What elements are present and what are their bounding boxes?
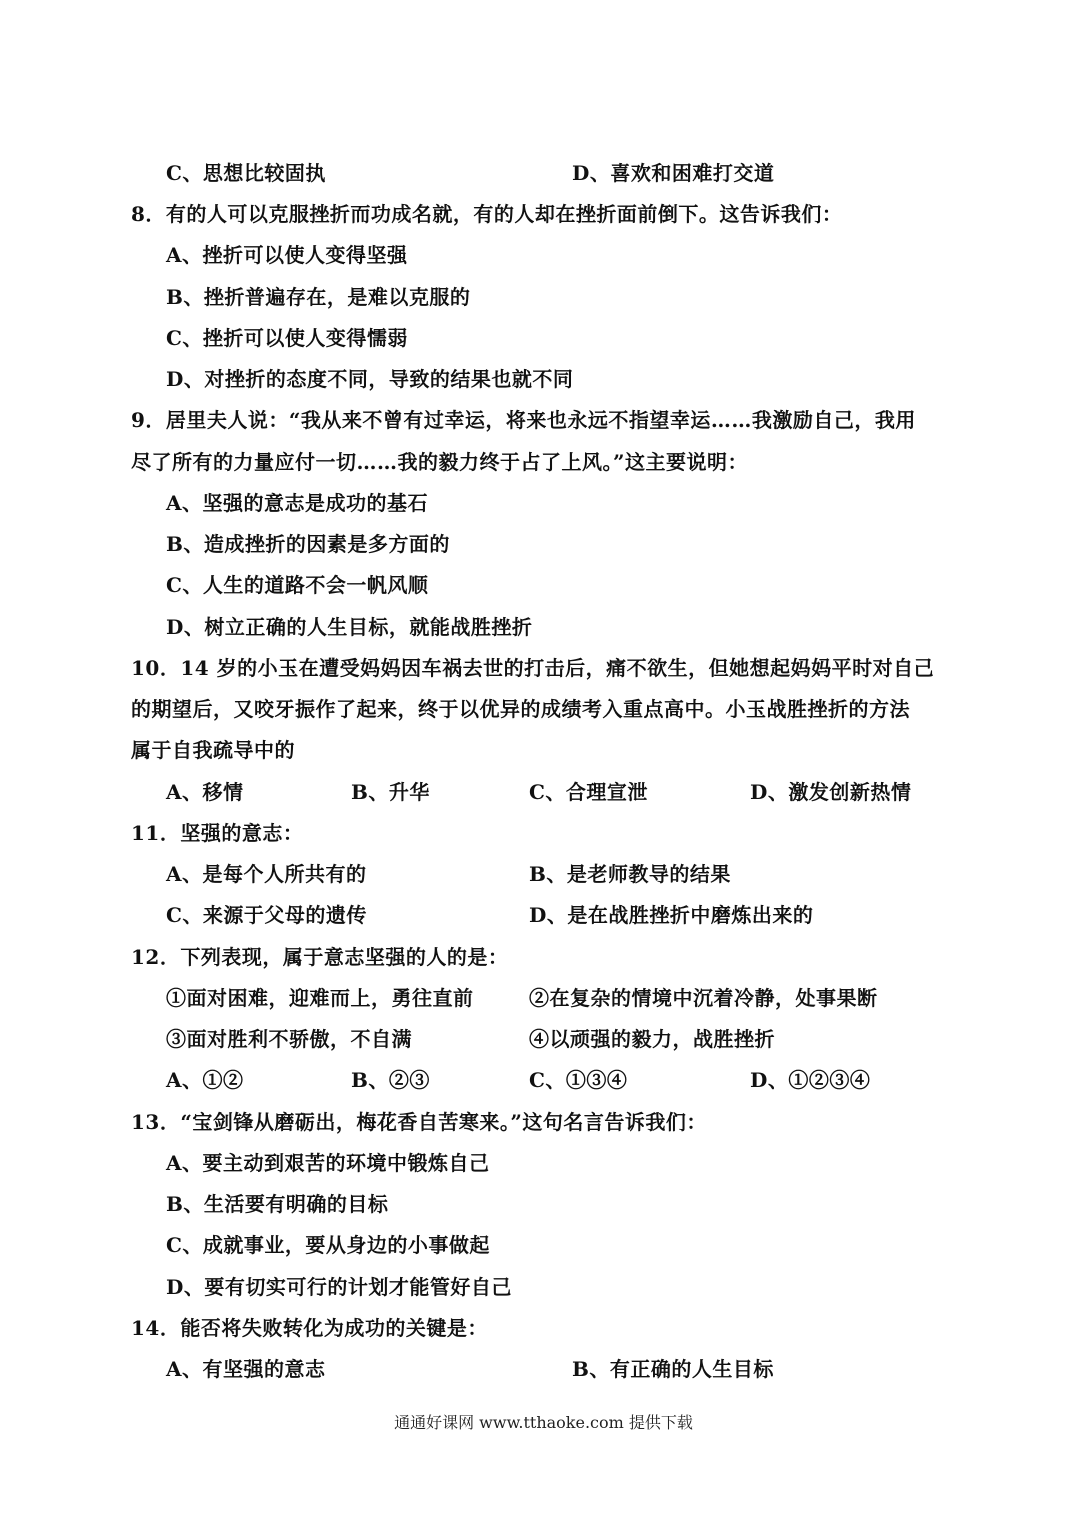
q11-stem: 11．坚强的意志： — [131, 821, 304, 845]
q8-option-c: C、挫折可以使人变得懦弱 — [166, 326, 408, 350]
q10-option-c: C、合理宣泄 — [529, 780, 648, 804]
q10-stem-line1: 10．14 岁的小玉在遭受妈妈因车祸去世的打击后，痛不欲生，但她想起妈妈平时对自己 — [131, 656, 935, 680]
q9-option-c: C、人生的道路不会一帆风顺 — [166, 573, 429, 597]
q12-item-3: ③面对胜利不骄傲，不自满 — [166, 1027, 412, 1051]
q7-option-d: D、喜欢和困难打交道 — [572, 161, 775, 185]
q13-option-a: A、要主动到艰苦的环境中锻炼自己 — [166, 1151, 490, 1175]
q8-option-a: A、挫折可以使人变得坚强 — [166, 243, 408, 267]
q8-option-d: D、对挫折的态度不同，导致的结果也就不同 — [166, 367, 574, 391]
q10-option-d: D、激发创新热情 — [750, 780, 912, 804]
q8-option-b: B、挫折普遍存在，是难以克服的 — [166, 285, 471, 309]
q7-option-c: C、思想比较固执 — [166, 161, 326, 185]
q12-item-1: ①面对困难，迎难而上，勇往直前 — [166, 986, 474, 1010]
page-footer: 通通好课网 www.tthaoke.com 提供下载 — [394, 1413, 693, 1432]
q14-stem: 14．能否将失败转化为成功的关键是： — [131, 1316, 488, 1340]
q12-option-c: C、①③④ — [529, 1068, 628, 1092]
q12-option-b: B、②③ — [351, 1068, 430, 1092]
q11-option-b: B、是老师教导的结果 — [529, 862, 731, 886]
q10-option-b: B、升华 — [351, 780, 430, 804]
q14-option-b: B、有正确的人生目标 — [572, 1357, 774, 1381]
q9-stem-line2: 尽了所有的力量应付一切……我的毅力终于占了上风。”这主要说明： — [131, 450, 749, 474]
q12-option-a: A、①② — [166, 1068, 244, 1092]
q10-stem-line2: 的期望后，又咬牙振作了起来，终于以优异的成绩考入重点高中。小玉战胜挫折的方法 — [131, 697, 910, 721]
q10-stem-line3: 属于自我疏导中的 — [131, 738, 295, 762]
q13-option-b: B、生活要有明确的目标 — [166, 1192, 389, 1216]
q8-stem: 8．有的人可以克服挫折而功成名就，有的人却在挫折面前倒下。这告诉我们： — [131, 202, 843, 226]
q11-option-c: C、来源于父母的遗传 — [166, 903, 367, 927]
q10-option-a: A、移情 — [166, 780, 244, 804]
q13-option-d: D、要有切实可行的计划才能管好自己 — [166, 1275, 512, 1299]
q12-item-2: ②在复杂的情境中沉着冷静，处事果断 — [529, 986, 878, 1010]
q11-option-d: D、是在战胜挫折中磨炼出来的 — [529, 903, 814, 927]
q11-option-a: A、是每个人所共有的 — [166, 862, 367, 886]
q9-stem-line1: 9．居里夫人说：“我从来不曾有过幸运，将来也永远不指望幸运……我激励自己，我用 — [131, 408, 916, 432]
q12-option-d: D、①②③④ — [750, 1068, 871, 1092]
q9-option-b: B、造成挫折的因素是多方面的 — [166, 532, 450, 556]
q13-stem: 13．“宝剑锋从磨砺出，梅花香自苦寒来。”这句名言告诉我们： — [131, 1110, 707, 1134]
q14-option-a: A、有坚强的意志 — [166, 1357, 326, 1381]
q13-option-c: C、成就事业，要从身边的小事做起 — [166, 1233, 490, 1257]
q9-option-a: A、坚强的意志是成功的基石 — [166, 491, 429, 515]
q12-stem: 12．下列表现，属于意志坚强的人的是： — [131, 945, 509, 969]
q12-item-4: ④以顽强的毅力，战胜挫折 — [529, 1027, 775, 1051]
q9-option-d: D、树立正确的人生目标，就能战胜挫折 — [166, 615, 533, 639]
